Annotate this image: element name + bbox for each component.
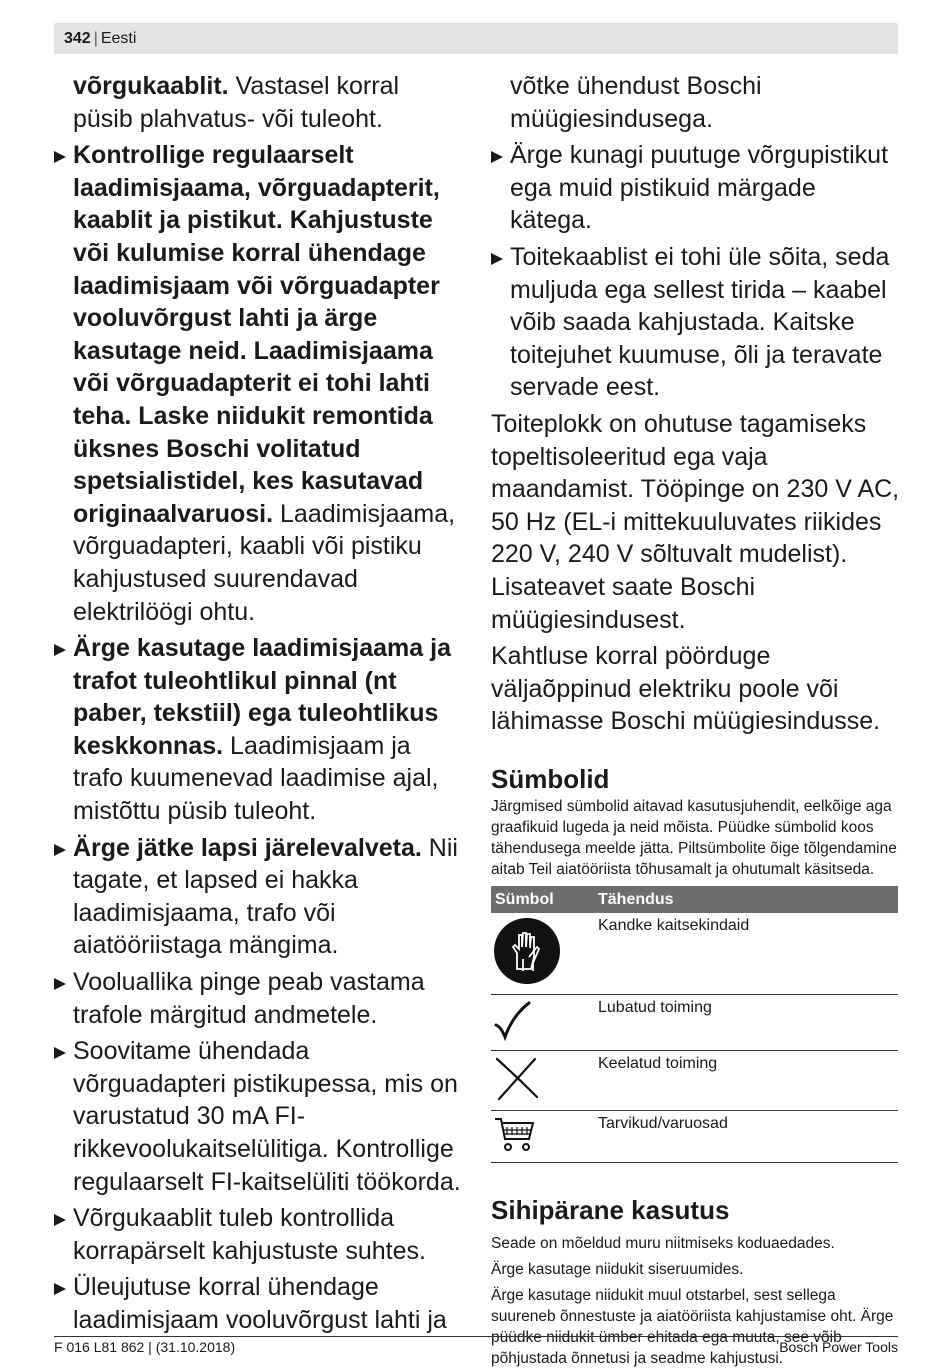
item-text: Toitekaablist ei tohi üle sõita, seda muljuda ega sellest tirida – kaabel võib saada kahjustada. Kaitske toitejuhet kuumuse, õli ja teravate servade eest.	[510, 242, 890, 402]
symbols-heading: Sümbolid	[491, 763, 610, 794]
bullet-triangle-icon	[54, 1214, 66, 1226]
meaning-cell: Lubatud toiming	[594, 994, 898, 1050]
gloves-icon	[493, 917, 561, 985]
intro-bold: võrgukaablit.	[73, 72, 229, 100]
intro-paragraph	[54, 70, 464, 135]
list-item	[54, 966, 464, 1031]
shopping-cart-icon	[493, 1115, 537, 1153]
list-item	[54, 1035, 464, 1198]
item-text: Laadimisjaama, võrguadapteri, kaabli või pistiku kahjustused suurendavad elektrilöögi ohtu.	[73, 499, 456, 626]
list-item	[54, 1202, 464, 1267]
header-separator: |	[93, 30, 98, 47]
footer-divider	[54, 1336, 898, 1337]
meaning-cell: Tarvikud/varuosad	[594, 1110, 898, 1162]
header-language: Eesti	[100, 30, 137, 47]
meaning-cell: Keelatud toiming	[594, 1050, 898, 1110]
item-text: Soovitame ühendada võrguadapteri pistikupessa, mis on varustatud 30 mA FI-rikkevoolukaitselülitiga. Kontrollige regulaarselt FI-kaitselüliti töökorda.	[73, 1037, 461, 1196]
list-item	[491, 241, 901, 404]
meaning-cell: Kandke kaitsekindaid	[594, 913, 898, 995]
intended-use-p2: Ärge kasutage niidukit siseruumides.	[491, 1260, 744, 1278]
page-number: 342	[64, 30, 91, 47]
table-row	[491, 994, 898, 1050]
symbol-cell	[491, 913, 594, 995]
list-item	[491, 139, 901, 237]
bullet-triangle-icon	[491, 151, 503, 163]
item-bold: Ärge kasutage laadimisjaama ja trafot tuleohtlikul pinnal (nt paber, tekstiil) ega tuleohtlikus keskkonnas.	[73, 634, 451, 760]
list-item	[54, 139, 464, 628]
symbol-cell	[491, 1050, 594, 1110]
item-text: Ärge kunagi puutuge võrgupistikut ega muid pistikuid märgade kätega.	[510, 141, 889, 235]
item-text: Üleujutuse korral ühendage laadimisjaam vooluvõrgust lahti ja	[73, 1273, 447, 1334]
item-bold: Ärge jätke lapsi järelevalveta.	[73, 833, 422, 862]
table-row	[491, 1050, 898, 1110]
symbol-cell	[491, 994, 594, 1050]
item-text: Laadimisjaam ja trafo kuumenevad laadimise ajal, mistõttu püsib tuleoht.	[73, 731, 439, 826]
bullet-triangle-icon	[54, 151, 66, 163]
table-row	[491, 913, 898, 995]
item-text: Nii tagate, et lapsed ei hakka laadimisjaama, trafo või aiatööriistaga mängima.	[73, 833, 458, 960]
cross-icon	[493, 1055, 541, 1101]
list-item	[54, 632, 464, 828]
intended-use-p3: Ärge kasutage niidukit muul otstarbel, sest sellega suureneb õnnestuste ja aiatööriista kahjustamise oht. Ärge püüdke niidukit ümber ehitada ega muuta, see võib põhjustada õnnetusi ja seadme kahjustusi.	[491, 1286, 894, 1367]
item-text: Võrgukaablit tuleb kontrollida korrapärselt kahjustuste suhtes.	[73, 1204, 426, 1265]
electrician-paragraph: Kahtluse korral pöörduge väljaõppinud elektriku poole või lähimasse Boschi müügiesindusse.	[491, 642, 881, 736]
intended-use-heading: Sihipärane kasutus	[491, 1194, 730, 1225]
left-column	[54, 70, 464, 1337]
list-item	[54, 1271, 464, 1336]
list-item	[54, 832, 464, 962]
bullet-triangle-icon	[54, 644, 66, 656]
bullet-triangle-icon	[54, 1283, 66, 1295]
checkmark-icon	[493, 999, 533, 1041]
page-header	[54, 23, 898, 54]
bullet-triangle-icon	[54, 1047, 66, 1059]
continuation-text: võtke ühendust Boschi müügiesindusega.	[510, 72, 762, 133]
table-row	[491, 1110, 898, 1162]
item-bold: Kontrollige regulaarselt laadimisjaama, võrguadapterit, kaablit ja pistikut. Kahjustuste või kulumise korral ühendage laadimisjaam või võrguadapter vooluvõrgust lahti ja ärge kasutage neid. Laadimisjaama või võrguadapterit ei tohi lahti teha. Laske niidukit remontida üksnes Boschi volitatud spetsialistidel, kes kasutavad originaalvaruosi.	[73, 141, 440, 528]
intended-use-p1: Seade on mõeldud muru niitmiseks koduaedades.	[491, 1234, 835, 1252]
symbols-table-header	[491, 886, 898, 913]
bullet-triangle-icon	[54, 978, 66, 990]
bullet-triangle-icon	[491, 253, 503, 265]
item-text: Vooluallika pinge peab vastama trafole märgitud andmetele.	[73, 968, 425, 1029]
power-supply-paragraph: Toiteplokk on ohutuse tagamiseks topeltisoleeritud ega vaja maandamist. Tööpinge on 230 V AC, 50 Hz (EL-i mittekuuluvates riikides 220 V, 240 V sõltuvalt mudelist). Lisateavet saate Boschi müügiesindusest.	[491, 409, 900, 634]
intro-rest: Vastasel korral püsib plahvatus- või tuleoht.	[73, 72, 400, 133]
right-column	[491, 70, 901, 1369]
bullet-triangle-icon	[54, 844, 66, 856]
column-header-meaning: Tähendus	[594, 886, 898, 913]
footer-brand: Bosch Power Tools	[779, 1339, 898, 1355]
column-header-symbol: Sümbol	[491, 886, 594, 913]
symbols-table	[491, 886, 898, 1163]
symbol-cell	[491, 1110, 594, 1162]
symbols-intro: Järgmised sümbolid aitavad kasutusjuhendit, eelkõige aga graafikuid lugeda ja neid mõista. Püüdke sümbolid koos tähendusega meelde jätta. Piltsümbolite õige tõlgendamine aitab Teil aiatööriista tõhusamalt ja ohutumalt käsitseda.	[491, 797, 897, 878]
footer-doc-id: F 016 L81 862 | (31.10.2018)	[54, 1339, 236, 1355]
